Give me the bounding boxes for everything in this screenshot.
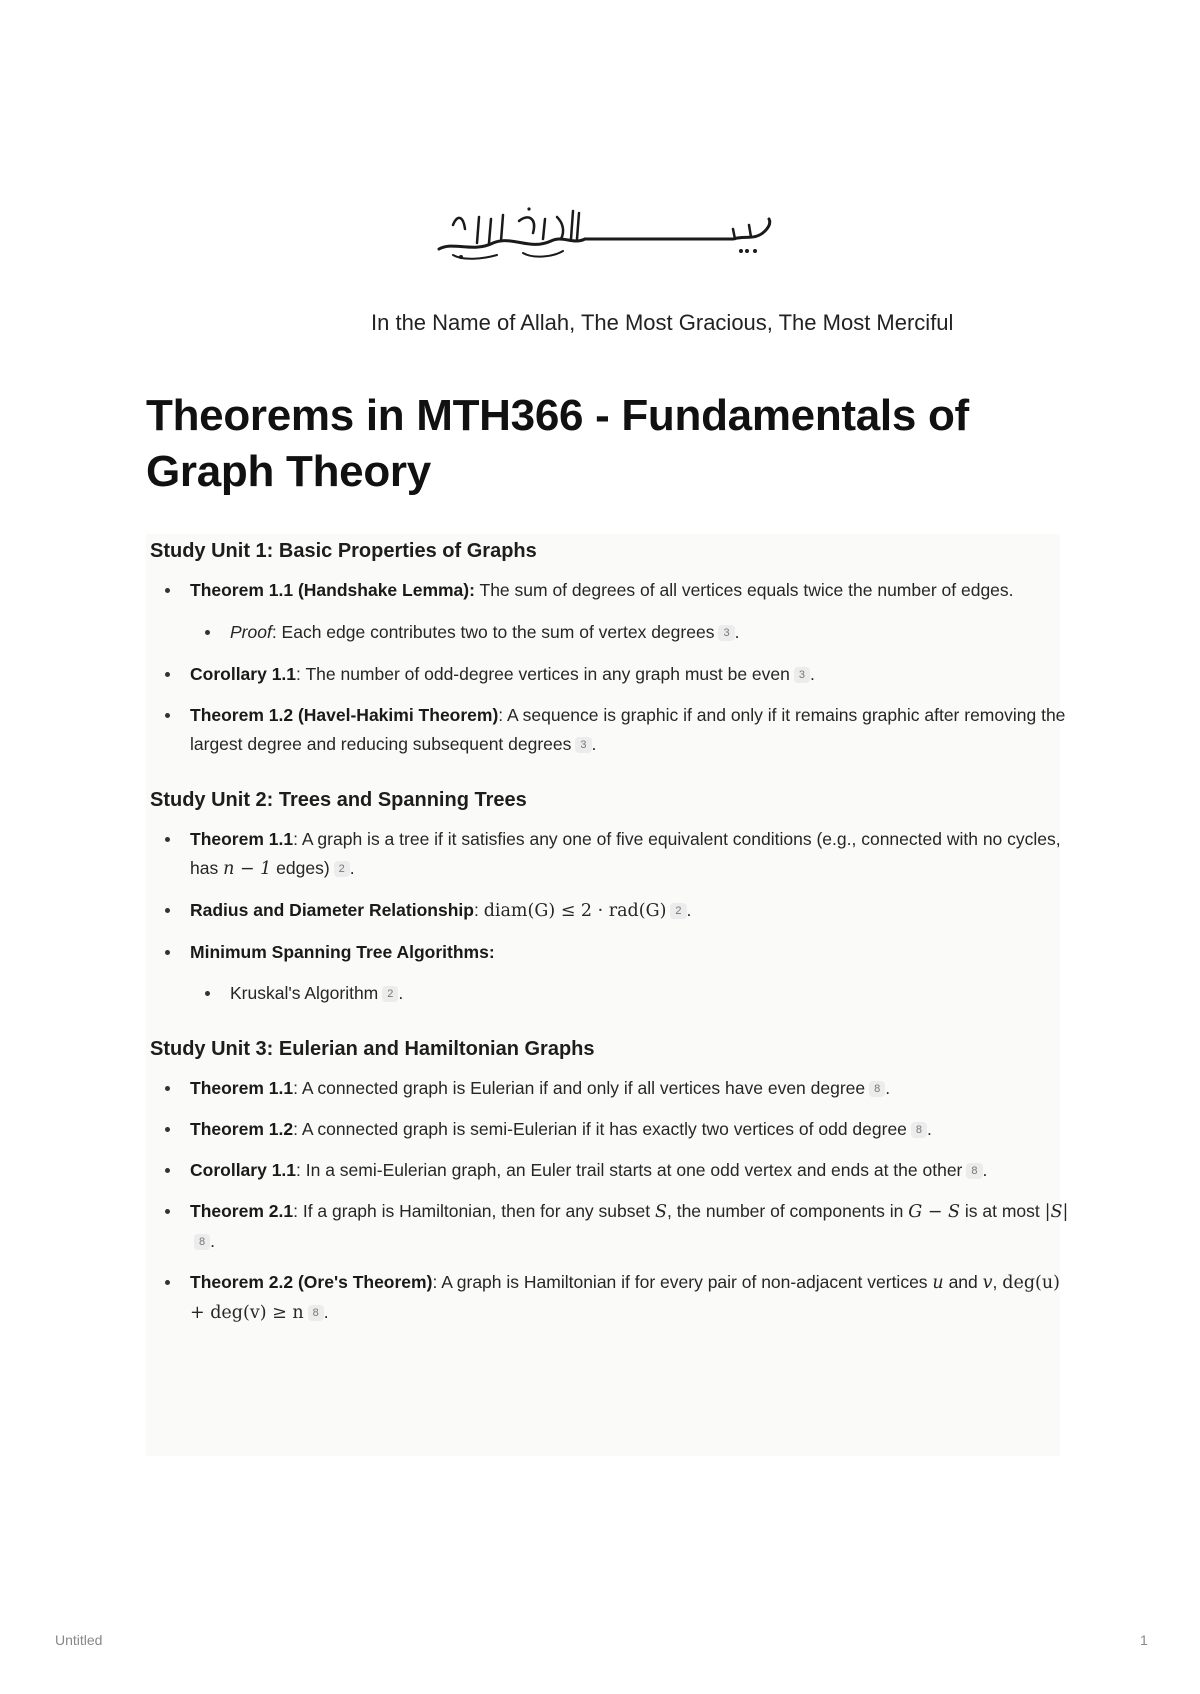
citation-badge[interactable]: 8 <box>194 1234 210 1250</box>
list-item: Theorem 2.2 (Ore's Theorem): A graph is Hamiltonian if for every pair of non-adjacent vertices u and v, deg(u) + deg(v) ≥ n 8 . <box>150 1268 1070 1328</box>
footer-document-name: Untitled <box>55 1632 103 1648</box>
list-item: Radius and Diameter Relationship: diam(G) ≤ 2 · rad(G) 2 . <box>150 896 1070 926</box>
study-unit-3 <box>146 1034 1069 1328</box>
math-expression: v <box>982 1273 993 1293</box>
citation-badge[interactable]: 8 <box>869 1081 885 1097</box>
citation-badge[interactable]: 3 <box>575 737 591 753</box>
bismillah-translation: In the Name of Allah, The Most Gracious, The Most Merciful <box>371 310 954 335</box>
unit-heading: Study Unit 1: Basic Properties of Graphs <box>150 540 537 562</box>
list-item: Theorem 1.1 (Handshake Lemma): The sum of degrees of all vertices equals twice the number of edges. <box>150 576 1070 605</box>
math-expression: deg(u) + deg(v) ≥ n <box>190 1273 1060 1323</box>
citation-badge[interactable]: 2 <box>670 903 686 919</box>
list-item: Theorem 1.1: A connected graph is Eulerian if and only if all vertices have even degree 8 . <box>150 1074 1070 1103</box>
list-item: Corollary 1.1: In a semi-Eulerian graph, an Euler trail starts at one odd vertex and ends at the other 8 . <box>150 1156 1070 1185</box>
math-expression: n − 1 <box>223 859 272 879</box>
citation-badge[interactable]: 3 <box>794 667 810 683</box>
document-title: Theorems in MTH366 - Fundamentals of Graph Theory <box>146 391 969 496</box>
citation-badge[interactable]: 3 <box>718 625 734 641</box>
citation-badge[interactable]: 2 <box>334 861 350 877</box>
list-item: Theorem 1.2: A connected graph is semi-Eulerian if it has exactly two vertices of odd degree 8 . <box>150 1115 1070 1144</box>
math-expression: G − S <box>908 1202 960 1222</box>
list-item: Corollary 1.1: The number of odd-degree vertices in any graph must be even 3 . <box>150 660 1070 689</box>
math-expression: S <box>654 1202 667 1222</box>
list-item: Theorem 2.1: If a graph is Hamiltonian, then for any subset S, the number of components in G − S is at most |S|8 . <box>150 1197 1070 1256</box>
footer-page-number: 1 <box>1140 1632 1148 1648</box>
list-item: Minimum Spanning Tree Algorithms: <box>150 938 1070 967</box>
unit-heading: Study Unit 2: Trees and Spanning Trees <box>150 789 527 811</box>
math-expression: u <box>932 1273 944 1293</box>
math-expression: diam(G) ≤ 2 · rad(G) <box>483 901 667 921</box>
citation-badge[interactable]: 2 <box>382 986 398 1002</box>
study-unit-2 <box>146 785 1060 1008</box>
list-item: Theorem 1.1: A graph is a tree if it satisfies any one of five equivalent conditions (e.g., connected with no cycles, has n − 1 edges) 2 . <box>150 825 1070 884</box>
citation-badge[interactable]: 8 <box>911 1122 927 1138</box>
citation-badge[interactable]: 8 <box>966 1163 982 1179</box>
list-item: Theorem 1.2 (Havel-Hakimi Theorem): A sequence is graphic if and only if it remains graphic after removing the largest degree and reducing subsequent degrees 3 . <box>150 701 1070 759</box>
list-item: Proof: Each edge contributes two to the sum of vertex degrees 3 . <box>150 618 1070 647</box>
bismillah-calligraphy <box>433 205 777 263</box>
list-item: Kruskal's Algorithm 2 . <box>150 979 1070 1008</box>
study-unit-1 <box>146 536 1066 759</box>
unit-heading: Study Unit 3: Eulerian and Hamiltonian Graphs <box>150 1038 595 1060</box>
math-expression: |S| <box>1044 1202 1069 1222</box>
theorems-callout <box>146 534 1069 1456</box>
citation-badge[interactable]: 8 <box>308 1305 324 1321</box>
